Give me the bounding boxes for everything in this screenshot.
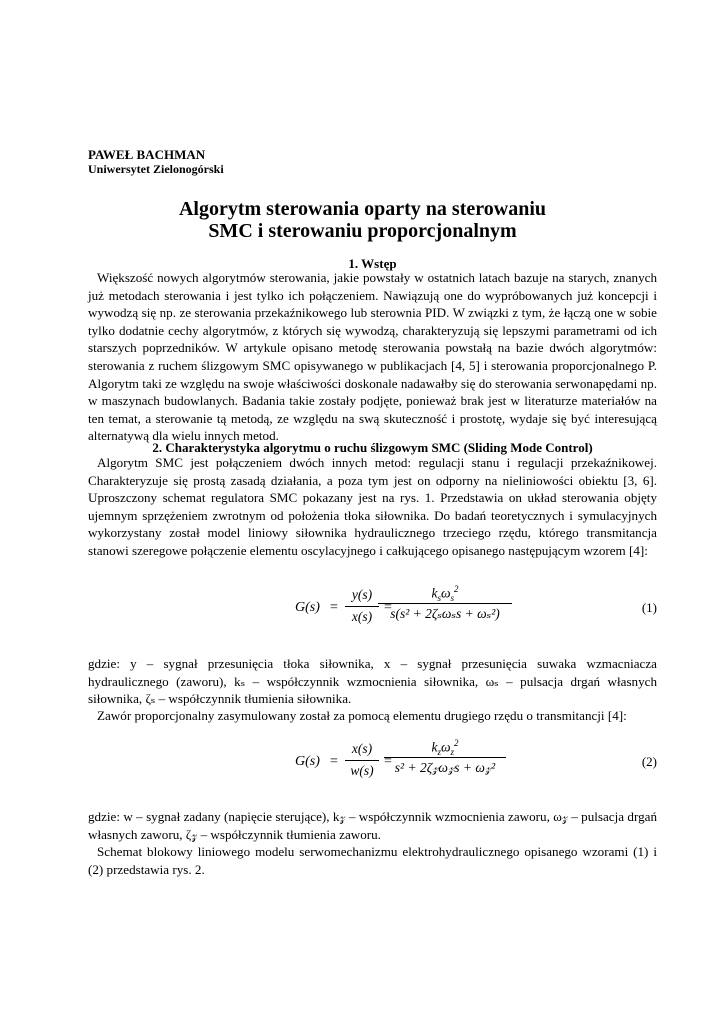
eq1-num-omega: ω	[440, 585, 451, 601]
eq2-num-k: k	[431, 739, 438, 755]
equation-1-lhs: G(s)	[295, 600, 320, 615]
equation-1-ratio-numerator: y(s)	[351, 587, 373, 602]
closing-paragraph: Schemat blokowy liniowego modelu serwomechanizmu elektrohydraulicznego opisanego wzorami (1) i (2) przedstawia rys. 2.	[88, 844, 657, 877]
equation-1-ratio-denominator: x(s)	[351, 609, 373, 624]
equation-1-transfer-numerator	[400, 584, 490, 603]
equation-2-number: (2)	[641, 754, 657, 769]
section-1-paragraph: Większość nowych algorytmów sterowania, jakie powstały w ostatnich latach bazuje na starych, znanych już metodach sterowania i jest tylko ich połączeniem. Nawiązują one do wypróbowanych już koncepcji i wywodzą się np. ze sterowania przekaźnikowego lub sterownia PID. W związki z tym, że łączą one w sobie tylko dodatnie cechy algorytmów, z których się wywodzą, charakteryzują się lepszymi parametrami od ich starszych poprzedników. W artykule opisano metodę sterowania powstałą na bazie dwóch algorytmów: sterowania z ruchem ślizgowym SMC opisywanego w publikacjach [4, 5] i sterowania proporcjonalnego P. Algorytm taki ze względu na swoje właściwości doskonale nadawałby się do sterowania serwonapędami np. w maszynach budowlanych. Badania takie zostały podjęte, ponieważ brak jest w literaturze materiałów na ten temat, a sterowanie tą metodą, ze względu na swą skuteczność i prostotę, wydaje się być interesującą alternatywą dla wielu innych metod.	[88, 270, 657, 444]
equation-1	[88, 584, 657, 634]
equation-2-ratio	[345, 741, 379, 782]
valve-intro: Zawór proporcjonalny zasymulowany został za pomocą elementu drugiego rzędu o transmitancji [4]:	[97, 708, 627, 723]
eq1-num-k-sub: s	[437, 593, 441, 604]
author-affiliation: Uniwersytet Zielonogórski	[88, 162, 224, 176]
equation-1-transfer-denominator: s(s² + 2ζₛωₛs + ωₛ²)	[390, 606, 500, 621]
title-line-1: Algorytm sterowania oparty na sterowaniu	[178, 198, 547, 220]
eq2-num-k-sub: z	[437, 747, 441, 758]
eq1-num-sup: 2	[454, 584, 459, 594]
author-name: PAWEŁ BACHMAN	[88, 147, 206, 162]
eq1-num-omega-sub: s	[450, 593, 455, 604]
equation-2-transfer-denominator: s² + 2ζ𝓏ω𝓏s + ω𝓏²	[394, 760, 496, 775]
equation-2-equals-1: =	[330, 754, 338, 769]
equation-2-transfer-numerator	[400, 738, 490, 757]
section-2-heading: 2. Charakterystyka algorytmu o ruchu ślizgowym SMC (Sliding Mode Control)	[152, 440, 593, 455]
equation-1-transfer	[390, 584, 500, 625]
equation-1-equals-1: =	[330, 600, 338, 615]
equation-2-transfer	[394, 738, 496, 779]
equation-1-number: (1)	[641, 600, 657, 615]
eq2-num-sup: 2	[454, 738, 459, 748]
equation-1-where: gdzie: y – sygnał przesunięcia tłoka siłownika, x – sygnał przesunięcia suwaka wzmacniacza hydraulicznego (zaworu), kₛ – współczynnik wzmocnienia siłownika, ωₛ – pulsacja drgań własnych siłownika, ζₛ – współczynnik tłumienia siłownika.	[88, 656, 657, 707]
eq2-num-omega: ω	[440, 739, 451, 755]
equation-2-where: gdzie: w – sygnał zadany (napięcie sterujące), k𝓏 – współczynnik wzmocnienia zaworu, ω𝓏 – pulsacja drgań własnych zaworu, ζ𝓏 – współczynnik tłumienia zaworu.	[88, 809, 657, 842]
title-line-2: SMC i sterowaniu proporcjonalnym	[208, 220, 517, 242]
equation-2	[88, 738, 657, 788]
equation-2-equals-2: =	[384, 754, 392, 769]
section-2-paragraph: Algorytm SMC jest połączeniem dwóch innych metod: regulacji stanu i regulacji przekaźnikowej. Charakteryzuje się prostą zasadą działania, a poza tym jest on odporny na nieliniowości obiektu [3, 6]. Uproszczony schemat regulatora SMC pokazany jest na rys. 1. Przedstawia on układ sterowania objęty ujemnym sprzężeniem zwrotnym od położenia tłoka siłownika. Do badań teoretycznych i symulacyjnych wykorzystany został model liniowy siłownika hydraulicznego trzeciego rzędu, którego transmitancja stanowi szeregowe połączenie elementu oscylacyjnego i całkującego opisanego następującym wzorem [4]:	[88, 455, 657, 558]
eq2-num-omega-sub: z	[450, 747, 455, 758]
equation-1-equals-2: =	[384, 600, 392, 615]
equation-2-ratio-denominator: w(s)	[350, 763, 374, 778]
equation-2-lhs: G(s)	[295, 754, 320, 769]
equation-2-ratio-numerator: x(s)	[351, 741, 373, 756]
eq1-num-k: k	[431, 585, 438, 601]
section-1-heading: 1. Wstęp	[348, 256, 397, 271]
paper-title	[0, 198, 725, 242]
